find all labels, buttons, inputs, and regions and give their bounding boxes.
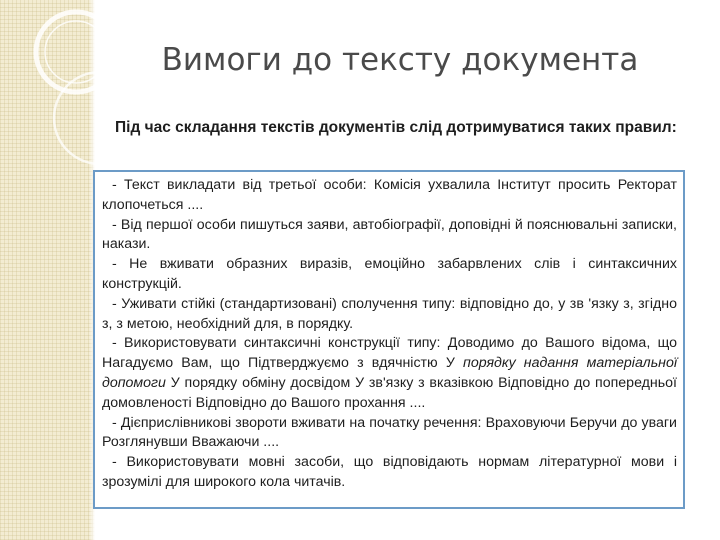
rule-emphasis: порядку надання матеріальної допомоги [102,355,677,391]
rule-text: - Використовувати мовні засоби, що відповідають нормам літературної мови і зрозумілі для широкого кола читачів. [102,454,677,490]
rule-text: - Не вживати образних виразів, емоційно забарвлених слів і синтаксичних конструкцій. [102,256,677,292]
rule-item [102,414,677,454]
rule-item [102,295,677,335]
rules-box [93,170,685,509]
rule-item [102,334,677,413]
decorative-circles [0,0,130,180]
rule-item [102,176,677,216]
rule-text: - Дієприслівникові звороти вживати на початку речення: Враховуючи Беручи до уваги Розглянувши Вважаючи .... [102,414,677,451]
rule-item [102,216,677,256]
rule-item [102,255,677,295]
intro-text: Під час складання текстів документів слід дотримуватися таких правил: [115,119,677,136]
rule-text: - Уживати стійкі (стандартизовані) сполучення типу: відповідно до, у зв 'язку з, згідно з, з метою, необхідний для, в порядку. [102,295,677,332]
rule-text: - Використовувати синтаксичні конструкції типу: Доводимо до Вашого відома, що Нагадуємо Вам, що Підтверджуємо з вдячністю У [102,335,677,372]
rule-text-tail: У порядку обміну досвідом У зв'язку з вказівкою Відповідно до попередньої домовленості Відповідно до Вашого прохання .... [102,374,677,411]
slide-title: Вимоги до тексту документа [161,42,639,78]
rule-item [102,453,677,493]
rule-text: - Текст викладати від третьої особи: Комісія ухвалила Інститут просить Ректорат клопочеться .... [102,177,677,213]
rule-text: - Від першої особи пишуться заяви, автобіографії, доповідні й пояснювальні записки, накази. [102,216,677,253]
